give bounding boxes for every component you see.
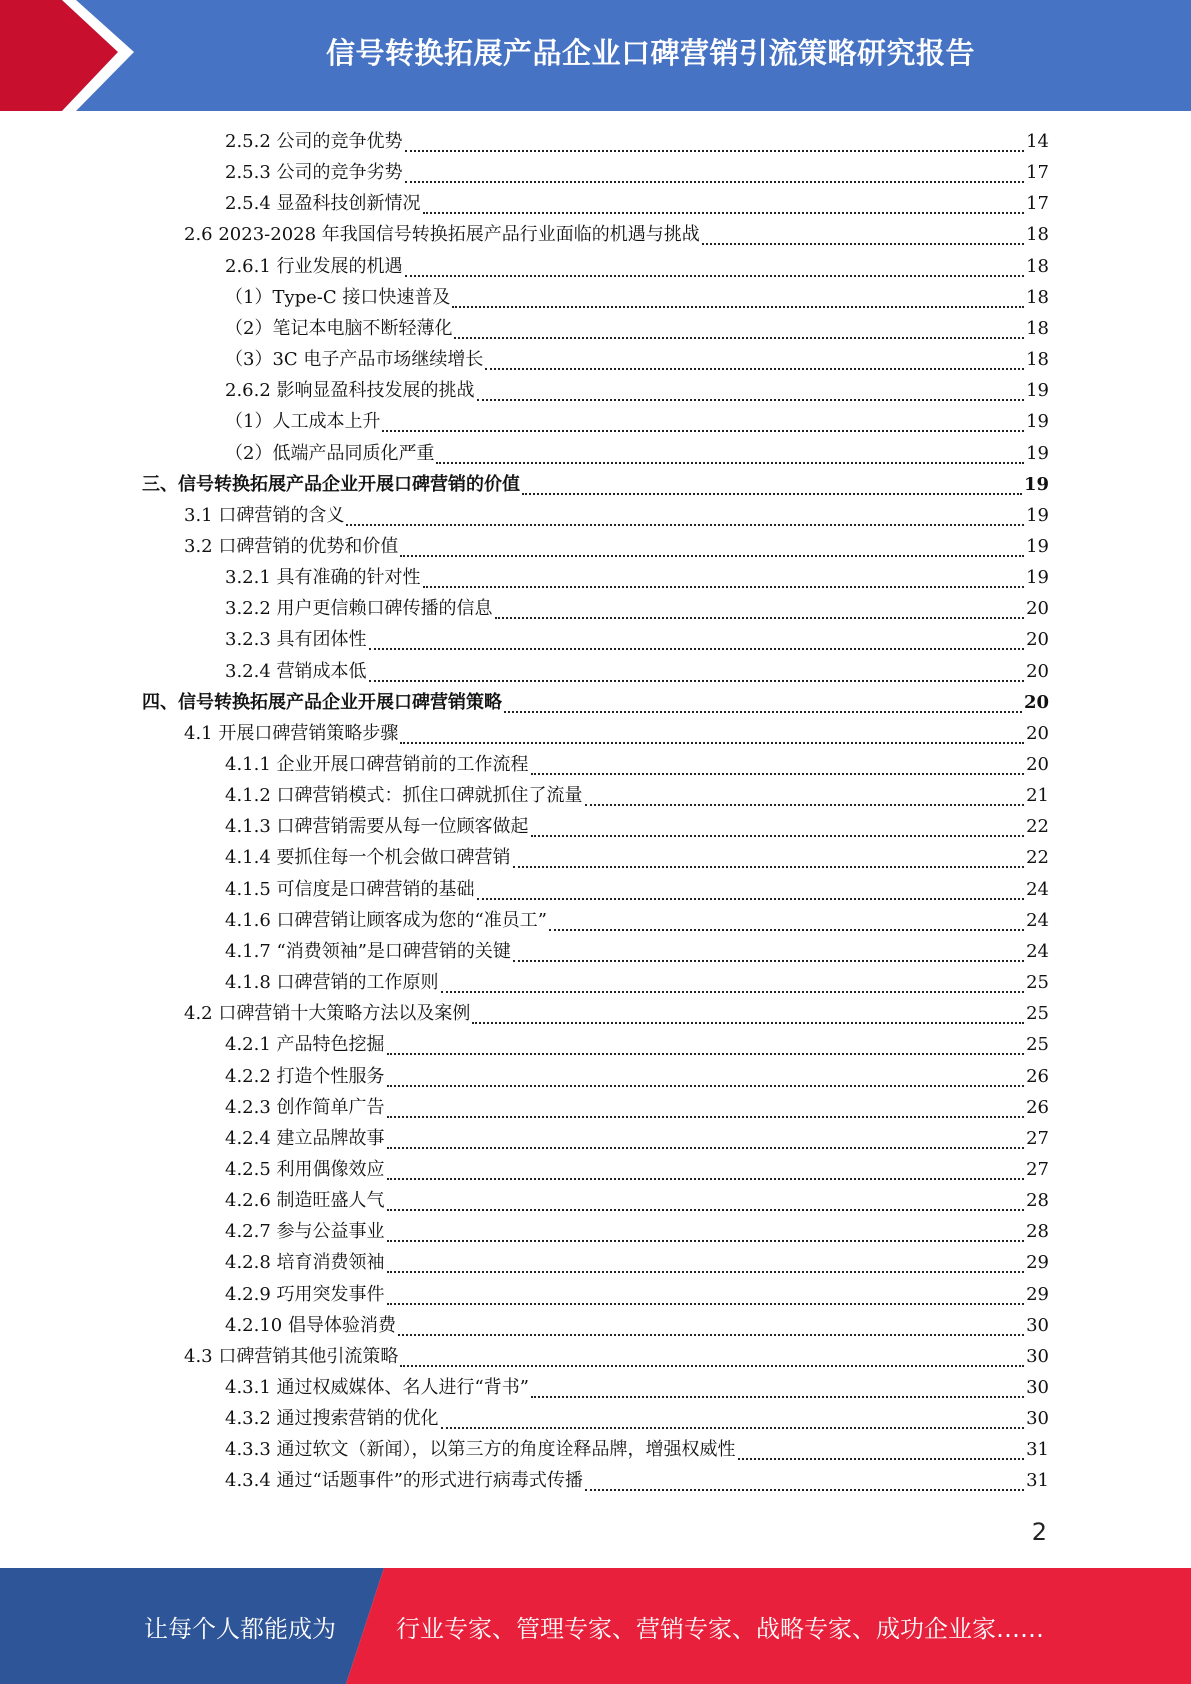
toc-entry-page: 18 — [1026, 255, 1049, 277]
toc-entry[interactable] — [225, 1186, 1049, 1217]
toc-entry-page: 24 — [1026, 878, 1049, 900]
toc-entry-title: 2.5.3 公司的竞争劣势 — [225, 162, 403, 184]
toc-entry-title: 4.1.8 口碑营销的工作原则 — [225, 972, 439, 994]
toc-entry-title: 4.2.8 培育消费领袖 — [225, 1252, 385, 1274]
toc-leader-dots — [387, 1116, 1025, 1118]
toc-leader-dots — [549, 929, 1024, 931]
toc-entry-page: 24 — [1026, 909, 1049, 931]
toc-entry-title: （1）Type-C 接口快速普及 — [225, 286, 451, 308]
toc-entry-page: 26 — [1026, 1065, 1049, 1087]
toc-leader-dots — [405, 181, 1025, 183]
toc-entry-page: 29 — [1026, 1283, 1049, 1305]
toc-entry-page: 20 — [1026, 754, 1049, 775]
toc-leader-dots — [387, 1209, 1025, 1211]
toc-entry-title: 2.5.2 公司的竞争优势 — [225, 131, 403, 152]
toc-leader-dots — [400, 555, 1024, 557]
toc-entry-page: 20 — [1026, 629, 1049, 651]
toc-entry[interactable] — [225, 1155, 1049, 1186]
toc-entry-page: 28 — [1026, 1221, 1049, 1243]
toc-entry-title: 3.2 口碑营销的优势和价值 — [184, 535, 399, 557]
toc-entry[interactable] — [184, 999, 1049, 1030]
toc-entry-title: 三、信号转换拓展产品企业开展口碑营销的价值 — [142, 473, 520, 495]
toc-entry-page: 20 — [1026, 722, 1049, 744]
toc-entry[interactable] — [184, 1342, 1049, 1373]
toc-leader-dots — [531, 1396, 1024, 1398]
toc-entry-title: 4.2.1 产品特色挖掘 — [225, 1034, 385, 1056]
toc-entry[interactable] — [225, 439, 1049, 470]
toc-entry[interactable] — [225, 1093, 1049, 1124]
footer-slogan-left: 让每个人都能成为 — [144, 1614, 336, 1643]
toc-entry-title: 4.2.2 打造个性服务 — [225, 1065, 385, 1087]
toc-entry-page: 17 — [1026, 162, 1049, 184]
toc-entry-title: 4.2.3 创作简单广告 — [225, 1096, 385, 1118]
toc-entry[interactable] — [142, 688, 1049, 719]
toc-leader-dots — [405, 275, 1025, 277]
toc-leader-dots — [452, 306, 1024, 308]
toc-entry-page: 19 — [1026, 535, 1049, 557]
toc-entry-page: 19 — [1023, 473, 1049, 495]
toc-leader-dots — [346, 524, 1024, 526]
page-footer — [0, 1568, 1191, 1684]
toc-entry-page: 31 — [1026, 1439, 1049, 1461]
toc-entry[interactable] — [225, 345, 1049, 376]
toc-leader-dots — [441, 1427, 1025, 1429]
toc-entry-page: 27 — [1026, 1127, 1049, 1149]
toc-entry-page: 14 — [1026, 131, 1049, 152]
footer-slogan-right: 行业专家、管理专家、营销专家、战略专家、成功企业家…… — [396, 1614, 1044, 1643]
toc-leader-dots — [441, 991, 1025, 993]
toc-entry[interactable] — [225, 1062, 1049, 1093]
toc-leader-dots — [387, 1303, 1025, 1305]
toc-entry-title: 四、信号转换拓展产品企业开展口碑营销策略 — [142, 691, 502, 713]
toc-entry[interactable] — [225, 158, 1049, 189]
toc-entry[interactable] — [225, 875, 1049, 906]
toc-leader-dots — [513, 960, 1024, 962]
toc-entry-page: 30 — [1026, 1377, 1049, 1398]
toc-entry[interactable] — [225, 937, 1049, 968]
toc-entry-title: 2.6 2023-2028 年我国信号转换拓展产品行业面临的机遇与挑战 — [184, 224, 700, 246]
toc-entry-title: 4.1.5 可信度是口碑营销的基础 — [225, 878, 475, 900]
toc-leader-dots — [400, 742, 1024, 744]
toc-leader-dots — [738, 1458, 1025, 1460]
toc-entry-page: 27 — [1026, 1158, 1049, 1180]
toc-entry[interactable] — [225, 376, 1049, 407]
page-header — [0, 0, 1191, 111]
toc-entry[interactable] — [225, 843, 1049, 874]
toc-entry-title: 2.6.2 影响显盈科技发展的挑战 — [225, 380, 475, 402]
toc-entry-page: 19 — [1026, 411, 1049, 433]
toc-entry-title: 4.1.4 要抓住每一个机会做口碑营销 — [225, 847, 511, 869]
toc-entry-page: 22 — [1026, 816, 1049, 838]
toc-entry[interactable] — [225, 906, 1049, 937]
toc-entry-title: 4.1.7 “消费领袖”是口碑营销的关键 — [225, 940, 511, 962]
toc-entry[interactable] — [225, 283, 1049, 314]
toc-entry[interactable] — [184, 532, 1049, 563]
toc-entry-title: （1）人工成本上升 — [225, 411, 381, 433]
toc-entry-title: 4.2.9 巧用突发事件 — [225, 1283, 385, 1305]
toc-entry[interactable] — [225, 657, 1049, 688]
toc-leader-dots — [531, 773, 1025, 775]
toc-leader-dots — [436, 462, 1024, 464]
toc-leader-dots — [477, 399, 1025, 401]
toc-entry-page: 18 — [1026, 349, 1049, 371]
toc-entry-page: 30 — [1026, 1345, 1049, 1367]
toc-leader-dots — [472, 1022, 1024, 1024]
toc-entry[interactable] — [225, 563, 1049, 594]
toc-entry[interactable] — [225, 1404, 1049, 1435]
toc-entry-page: 26 — [1026, 1096, 1049, 1118]
toc-leader-dots — [398, 1334, 1024, 1336]
toc-entry[interactable] — [184, 501, 1049, 532]
header-arrow-graphic — [0, 0, 150, 111]
toc-entry[interactable] — [225, 1311, 1049, 1342]
toc-leader-dots — [387, 1178, 1025, 1180]
toc-entry-page: 18 — [1026, 224, 1049, 246]
toc-entry-page: 22 — [1026, 847, 1049, 869]
toc-entry[interactable] — [225, 1280, 1049, 1311]
toc-entry-title: 4.2.5 利用偶像效应 — [225, 1158, 385, 1180]
toc-entry[interactable] — [225, 407, 1049, 438]
toc-leader-dots — [454, 337, 1024, 339]
toc-entry[interactable] — [142, 470, 1049, 501]
toc-entry-title: 3.2.4 营销成本低 — [225, 660, 367, 682]
toc-entry[interactable] — [225, 625, 1049, 656]
report-title: 信号转换拓展产品企业口碑营销引流策略研究报告 — [325, 36, 975, 70]
toc-leader-dots — [387, 1271, 1025, 1273]
toc-entry-title: 4.3.1 通过权威媒体、名人进行“背书” — [225, 1377, 529, 1398]
toc-entry-page: 31 — [1026, 1470, 1049, 1492]
toc-entry[interactable] — [225, 314, 1049, 345]
toc-entry-title: 4.1.1 企业开展口碑营销前的工作流程 — [225, 754, 529, 775]
toc-entry-title: （3）3C 电子产品市场继续增长 — [225, 349, 484, 371]
toc-entry-page: 21 — [1026, 785, 1049, 807]
toc-leader-dots — [405, 150, 1025, 152]
toc-entry-title: 4.1.6 口碑营销让顾客成为您的“准员工” — [225, 909, 547, 931]
toc-entry-title: 3.2.3 具有团体性 — [225, 629, 367, 651]
toc-entry[interactable] — [225, 252, 1049, 283]
toc-leader-dots — [477, 898, 1025, 900]
toc-leader-dots — [504, 711, 1022, 713]
toc-leader-dots — [585, 804, 1025, 806]
page-number: 2 — [1031, 1518, 1047, 1546]
toc-entry[interactable] — [225, 1435, 1049, 1466]
toc-entry-page: 19 — [1026, 380, 1049, 402]
toc-entry[interactable] — [225, 812, 1049, 843]
toc-entry[interactable] — [225, 1466, 1049, 1497]
toc-entry-title: 4.3.3 通过软文（新闻），以第三方的角度诠释品牌，增强权威性 — [225, 1439, 736, 1461]
toc-leader-dots — [369, 680, 1025, 682]
toc-entry-title: 4.1.3 口碑营销需要从每一位顾客做起 — [225, 816, 529, 838]
toc-entry[interactable] — [225, 127, 1049, 158]
toc-entry-title: 4.1.2 口碑营销模式：抓住口碑就抓住了流量 — [225, 785, 583, 807]
toc-entry[interactable] — [184, 220, 1049, 251]
toc-entry-page: 19 — [1026, 567, 1049, 589]
toc-entry-title: 4.3.2 通过搜索营销的优化 — [225, 1408, 439, 1430]
toc-leader-dots — [387, 1147, 1025, 1149]
toc-entry[interactable] — [225, 189, 1049, 220]
toc-leader-dots — [369, 648, 1025, 650]
toc-entry[interactable] — [184, 719, 1049, 750]
toc-leader-dots — [702, 243, 1024, 245]
toc-entry-page: 20 — [1026, 660, 1049, 682]
toc-entry-title: 4.2.4 建立品牌故事 — [225, 1127, 385, 1149]
toc-entry[interactable] — [225, 1217, 1049, 1248]
toc-leader-dots — [387, 1053, 1025, 1055]
toc-entry[interactable] — [225, 1030, 1049, 1061]
toc-entry-page: 30 — [1026, 1408, 1049, 1430]
toc-entry[interactable] — [225, 968, 1049, 999]
toc-leader-dots — [400, 1365, 1024, 1367]
toc-leader-dots — [522, 493, 1022, 495]
toc-entry-page: 25 — [1026, 1003, 1049, 1025]
toc-entry-page: 24 — [1026, 940, 1049, 962]
toc-entry-title: 3.1 口碑营销的含义 — [184, 504, 345, 526]
toc-leader-dots — [485, 368, 1024, 370]
toc-entry-title: 2.6.1 行业发展的机遇 — [225, 255, 403, 277]
toc-entry-page: 20 — [1026, 598, 1049, 620]
toc-entry[interactable] — [225, 1124, 1049, 1155]
toc-entry-page: 18 — [1026, 317, 1049, 339]
toc-entry-page: 17 — [1026, 193, 1049, 215]
toc-entry-page: 30 — [1026, 1314, 1049, 1336]
toc-entry-page: 18 — [1026, 286, 1049, 308]
toc-leader-dots — [382, 430, 1024, 432]
toc-entry[interactable] — [225, 1248, 1049, 1279]
toc-entry-title: （2）低端产品同质化严重 — [225, 442, 435, 464]
toc-entry-title: 3.2.2 用户更信赖口碑传播的信息 — [225, 598, 493, 620]
toc-entry-page: 19 — [1026, 442, 1049, 464]
toc-entry-title: 4.3.4 通过“话题事件”的形式进行病毒式传播 — [225, 1470, 583, 1492]
toc-leader-dots — [423, 212, 1025, 214]
toc-entry-page: 25 — [1026, 1034, 1049, 1056]
toc-entry-title: 4.2.7 参与公益事业 — [225, 1221, 385, 1243]
toc-entry-title: 3.2.1 具有准确的针对性 — [225, 567, 421, 589]
toc-leader-dots — [585, 1489, 1024, 1491]
toc-entry[interactable] — [225, 594, 1049, 625]
toc-leader-dots — [387, 1085, 1025, 1087]
toc-entry[interactable] — [225, 1373, 1049, 1404]
toc-entry[interactable] — [225, 781, 1049, 812]
toc-entry-page: 20 — [1023, 691, 1049, 713]
toc-entry-title: 2.5.4 显盈科技创新情况 — [225, 193, 421, 215]
toc-entry-title: 4.2.10 倡导体验消费 — [225, 1314, 396, 1336]
toc-leader-dots — [513, 866, 1025, 868]
toc-entry-title: 4.1 开展口碑营销策略步骤 — [184, 722, 399, 744]
toc-leader-dots — [531, 835, 1025, 837]
toc-entry-title: 4.3 口碑营销其他引流策略 — [184, 1345, 399, 1367]
toc-entry-title: （2）笔记本电脑不断轻薄化 — [225, 317, 453, 339]
toc-leader-dots — [423, 586, 1025, 588]
toc-leader-dots — [387, 1240, 1025, 1242]
toc-entry-page: 19 — [1026, 504, 1049, 526]
toc-entry-title: 4.2.6 制造旺盛人气 — [225, 1190, 385, 1212]
toc-leader-dots — [495, 617, 1025, 619]
toc-entry-page: 29 — [1026, 1252, 1049, 1274]
toc-entry-page: 25 — [1026, 972, 1049, 994]
toc-entry[interactable] — [225, 750, 1049, 781]
toc-entry-title: 4.2 口碑营销十大策略方法以及案例 — [184, 1003, 471, 1025]
toc-entry-page: 28 — [1026, 1190, 1049, 1212]
